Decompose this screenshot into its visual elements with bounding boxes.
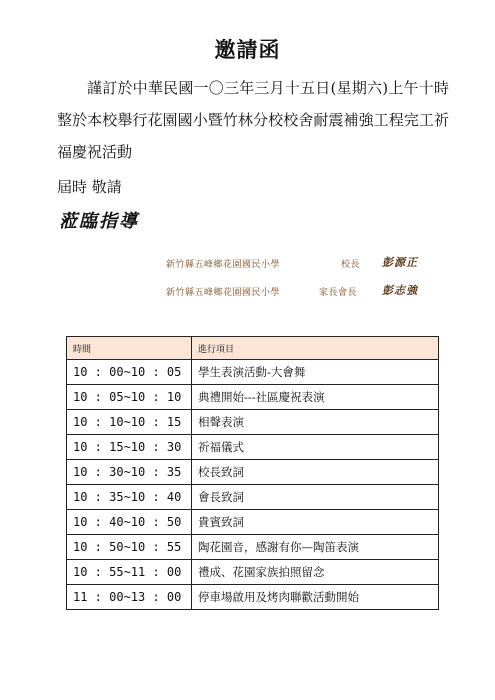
table-row: [67, 360, 439, 385]
signature-role: 家長會長: [319, 288, 358, 298]
table-header-row: [67, 337, 439, 360]
table-row: [67, 485, 439, 510]
table-row: [67, 510, 439, 535]
row-time: 10 : 40~10 : 50: [67, 510, 192, 535]
row-time: 10 : 10~10 : 15: [67, 410, 192, 435]
invitation-body: 謹訂於中華民國一〇三年三月十五日(星期六)上午十時整於本校舉行花園國小暨竹林分校校舍耐震補強工程完工祈福慶祝活動: [57, 79, 449, 161]
table-row: [67, 535, 439, 560]
row-item: 相聲表演: [192, 410, 439, 435]
row-item: 會長致詞: [192, 485, 439, 510]
signature-pta-chair: [166, 282, 436, 298]
row-item: 貴賓致詞: [192, 510, 439, 535]
row-item: 校長致詞: [192, 460, 439, 485]
row-time: 10 : 00~10 : 05: [67, 360, 192, 385]
schedule-table: [66, 336, 439, 610]
signature-name: 彭源正: [382, 256, 418, 269]
row-item: 禮成、花園家族拍照留念: [192, 560, 439, 585]
row-time: 10 : 35~10 : 40: [67, 485, 192, 510]
table-row: [67, 410, 439, 435]
table-row: [67, 560, 439, 585]
row-item: 陶花園音，感謝有你—陶笛表演: [192, 535, 439, 560]
row-time: 10 : 30~10 : 35: [67, 460, 192, 485]
table-row: [67, 460, 439, 485]
table-row: [67, 435, 439, 460]
table-row: [67, 585, 439, 610]
row-time: 11 : 00~13 : 00: [67, 585, 192, 610]
row-item: 停車場啟用及烤肉聯歡活動開始: [192, 585, 439, 610]
signature-org: 新竹縣五峰鄉花園國民小學: [166, 288, 281, 298]
row-item: 典禮開始---社區慶祝表演: [192, 385, 439, 410]
signature-name: 彭志強: [382, 284, 418, 297]
header-time: 時間: [67, 337, 192, 360]
row-item: 祈福儀式: [192, 435, 439, 460]
table-row: [67, 385, 439, 410]
signature-role: 校長: [341, 260, 361, 270]
header-item: 進行項目: [192, 337, 439, 360]
row-time: 10 : 15~10 : 30: [67, 435, 192, 460]
row-time: 10 : 55~11 : 00: [67, 560, 192, 585]
document-title: 邀請函: [214, 37, 281, 62]
row-time: 10 : 05~10 : 10: [67, 385, 192, 410]
row-time: 10 : 50~10 : 55: [67, 535, 192, 560]
signature-principal: [166, 254, 436, 270]
signature-org: 新竹縣五峰鄉花園國民小學: [166, 260, 281, 270]
invitation-subtitle: 蒞臨指導: [59, 211, 139, 232]
closing-phrase: 屆時 敬請: [57, 178, 122, 196]
row-item: 學生表演活動-大會舞: [192, 360, 439, 385]
